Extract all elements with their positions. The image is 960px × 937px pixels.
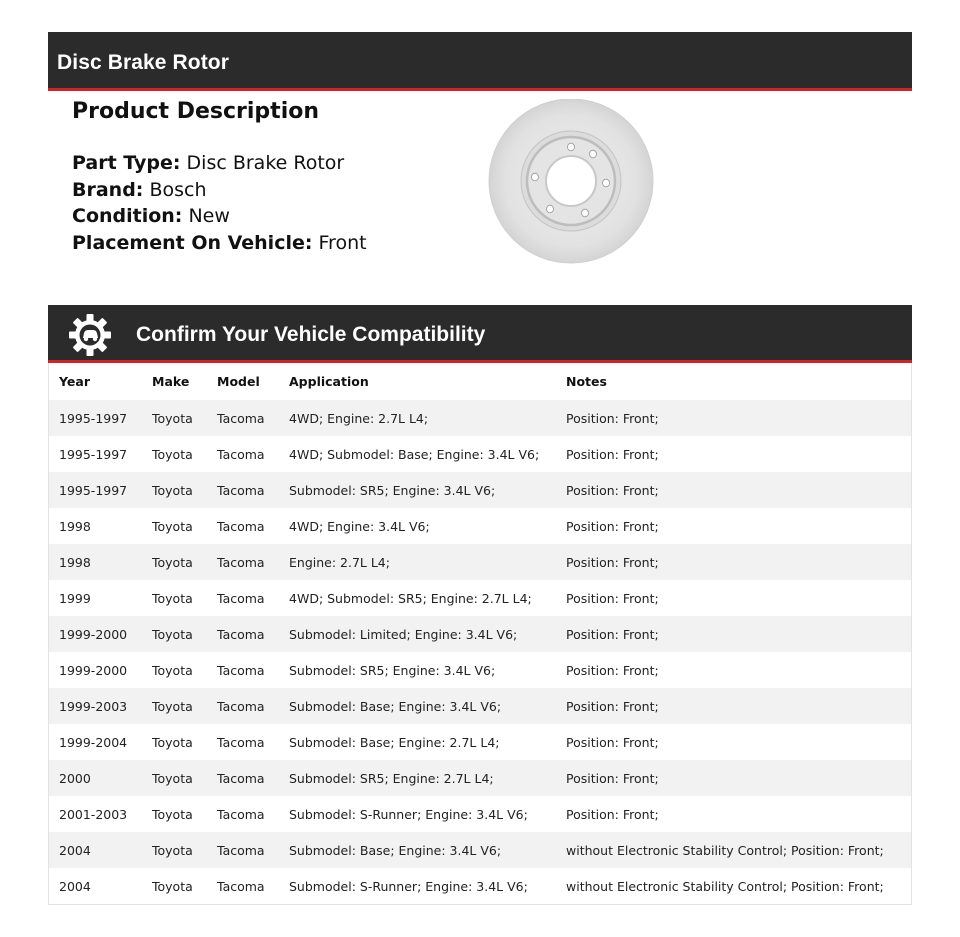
cell-notes: Position: Front; bbox=[566, 410, 659, 426]
product-title: Disc Brake Rotor bbox=[57, 51, 229, 74]
cell-make: Toyota bbox=[152, 878, 193, 894]
cell-model: Tacoma bbox=[217, 626, 265, 642]
spec-part-type bbox=[72, 150, 367, 177]
table-row bbox=[49, 652, 911, 688]
cell-make: Toyota bbox=[152, 446, 193, 462]
cell-application: 4WD; Engine: 2.7L L4; bbox=[289, 410, 429, 426]
cell-notes: Position: Front; bbox=[566, 734, 659, 750]
cell-make: Toyota bbox=[152, 626, 193, 642]
cell-application: 4WD; Submodel: Base; Engine: 3.4L V6; bbox=[289, 446, 540, 462]
cell-application: Submodel: SR5; Engine: 3.4L V6; bbox=[289, 482, 496, 498]
col-model: Model bbox=[217, 374, 260, 389]
cell-application: 4WD; Engine: 3.4L V6; bbox=[289, 518, 430, 534]
gear-car-icon bbox=[69, 314, 111, 356]
cell-model: Tacoma bbox=[217, 770, 265, 786]
table-row bbox=[49, 580, 911, 616]
cell-year: 1995-1997 bbox=[59, 446, 128, 462]
cell-notes: Position: Front; bbox=[566, 518, 659, 534]
col-notes: Notes bbox=[566, 374, 607, 389]
table-row bbox=[49, 544, 911, 580]
table-row bbox=[49, 688, 911, 724]
cell-make: Toyota bbox=[152, 518, 193, 534]
spec-label: Part Type: bbox=[72, 152, 181, 174]
cell-make: Toyota bbox=[152, 734, 193, 750]
col-application: Application bbox=[289, 374, 369, 389]
cell-make: Toyota bbox=[152, 410, 193, 426]
product-title-bar bbox=[48, 32, 912, 91]
cell-model: Tacoma bbox=[217, 554, 265, 570]
cell-model: Tacoma bbox=[217, 734, 265, 750]
cell-application: Engine: 2.7L L4; bbox=[289, 554, 390, 570]
product-description bbox=[72, 96, 319, 128]
table-header-row bbox=[49, 363, 911, 400]
description-heading: Product Description bbox=[72, 99, 320, 124]
col-year: Year bbox=[59, 374, 90, 389]
cell-model: Tacoma bbox=[217, 698, 265, 714]
cell-make: Toyota bbox=[152, 590, 193, 606]
col-make: Make bbox=[152, 374, 190, 389]
spec-label: Placement On Vehicle: bbox=[72, 231, 313, 254]
spec-placement bbox=[72, 230, 367, 257]
cell-notes: Position: Front; bbox=[566, 770, 659, 786]
cell-application: Submodel: Limited; Engine: 3.4L V6; bbox=[289, 626, 518, 642]
cell-year: 1999-2000 bbox=[59, 626, 128, 642]
table-row bbox=[49, 796, 911, 832]
brake-rotor-image bbox=[487, 99, 655, 267]
table-row bbox=[49, 760, 911, 796]
cell-application: Submodel: Base; Engine: 3.4L V6; bbox=[289, 842, 502, 858]
table-row bbox=[49, 508, 911, 544]
cell-year: 1995-1997 bbox=[59, 482, 128, 498]
cell-make: Toyota bbox=[152, 770, 193, 786]
compatibility-table bbox=[48, 363, 912, 905]
spec-list bbox=[72, 150, 367, 256]
cell-notes: without Electronic Stability Control; Position: Front; bbox=[566, 878, 884, 894]
table-row bbox=[49, 436, 911, 472]
spec-condition bbox=[72, 203, 367, 230]
cell-notes: Position: Front; bbox=[566, 662, 659, 678]
cell-make: Toyota bbox=[152, 662, 193, 678]
cell-notes: Position: Front; bbox=[566, 806, 659, 822]
cell-make: Toyota bbox=[152, 698, 193, 714]
spec-value: Bosch bbox=[149, 178, 207, 201]
cell-make: Toyota bbox=[152, 806, 193, 822]
cell-application: Submodel: Base; Engine: 3.4L V6; bbox=[289, 698, 502, 714]
spec-value: New bbox=[188, 205, 230, 227]
cell-notes: Position: Front; bbox=[566, 626, 659, 642]
cell-year: 2004 bbox=[59, 878, 91, 894]
table-row bbox=[49, 472, 911, 508]
cell-year: 1999-2003 bbox=[59, 698, 128, 714]
cell-year: 1998 bbox=[59, 554, 91, 570]
table-row bbox=[49, 868, 911, 904]
cell-year: 1999-2004 bbox=[59, 734, 128, 750]
cell-model: Tacoma bbox=[217, 446, 265, 462]
cell-make: Toyota bbox=[152, 842, 193, 858]
cell-year: 2000 bbox=[59, 770, 91, 786]
spec-brand bbox=[72, 177, 367, 204]
compatibility-title: Confirm Your Vehicle Compatibility bbox=[136, 323, 486, 346]
spec-value: Disc Brake Rotor bbox=[186, 152, 345, 174]
spec-label: Condition: bbox=[72, 205, 183, 227]
cell-model: Tacoma bbox=[217, 518, 265, 534]
spec-value: Front bbox=[318, 231, 367, 254]
cell-year: 2004 bbox=[59, 842, 91, 858]
cell-notes: Position: Front; bbox=[566, 554, 659, 570]
spec-label: Brand: bbox=[72, 178, 144, 201]
cell-model: Tacoma bbox=[217, 482, 265, 498]
cell-year: 1998 bbox=[59, 518, 91, 534]
cell-year: 1995-1997 bbox=[59, 410, 128, 426]
cell-year: 1999 bbox=[59, 590, 91, 606]
cell-model: Tacoma bbox=[217, 590, 265, 606]
cell-model: Tacoma bbox=[217, 410, 265, 426]
cell-application: Submodel: S-Runner; Engine: 3.4L V6; bbox=[289, 806, 528, 822]
compatibility-bar bbox=[48, 305, 912, 363]
cell-notes: without Electronic Stability Control; Position: Front; bbox=[566, 842, 884, 858]
cell-notes: Position: Front; bbox=[566, 482, 659, 498]
cell-application: Submodel: Base; Engine: 2.7L L4; bbox=[289, 734, 500, 750]
cell-model: Tacoma bbox=[217, 842, 265, 858]
cell-application: Submodel: S-Runner; Engine: 3.4L V6; bbox=[289, 878, 528, 894]
cell-make: Toyota bbox=[152, 554, 193, 570]
table-row bbox=[49, 832, 911, 868]
cell-model: Tacoma bbox=[217, 806, 265, 822]
table-row bbox=[49, 616, 911, 652]
cell-application: 4WD; Submodel: SR5; Engine: 2.7L L4; bbox=[289, 590, 532, 606]
cell-notes: Position: Front; bbox=[566, 446, 659, 462]
cell-model: Tacoma bbox=[217, 878, 265, 894]
cell-notes: Position: Front; bbox=[566, 590, 659, 606]
table-row bbox=[49, 400, 911, 436]
cell-application: Submodel: SR5; Engine: 2.7L L4; bbox=[289, 770, 494, 786]
cell-year: 1999-2000 bbox=[59, 662, 128, 678]
cell-year: 2001-2003 bbox=[59, 806, 128, 822]
table-body bbox=[49, 400, 911, 904]
cell-application: Submodel: SR5; Engine: 3.4L V6; bbox=[289, 662, 496, 678]
cell-notes: Position: Front; bbox=[566, 698, 659, 714]
cell-make: Toyota bbox=[152, 482, 193, 498]
cell-model: Tacoma bbox=[217, 662, 265, 678]
table-row bbox=[49, 724, 911, 760]
